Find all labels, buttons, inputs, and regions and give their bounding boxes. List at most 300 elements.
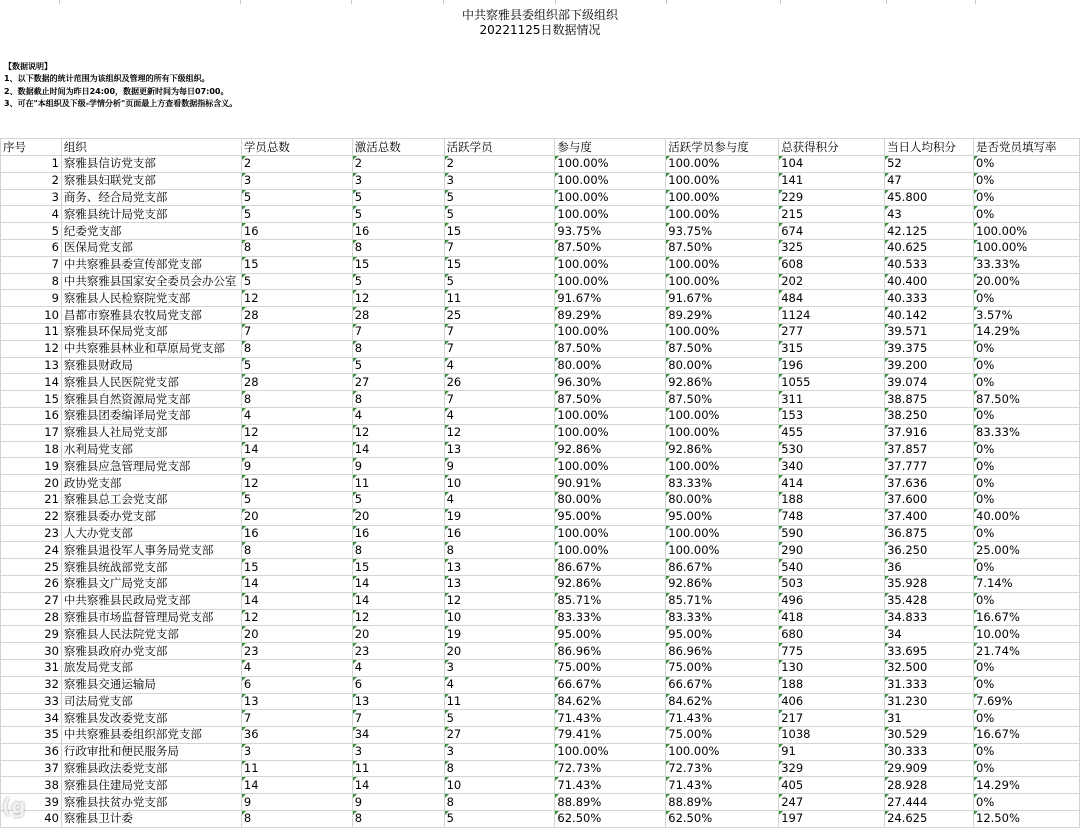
cell-index[interactable]: 37 (1, 760, 62, 777)
cell-member-fill-rate[interactable]: 87.50% (974, 391, 1080, 408)
cell-total-students[interactable]: 5 (241, 491, 352, 508)
cell-participation[interactable]: 100.00% (555, 206, 666, 223)
cell-activated[interactable]: 5 (352, 206, 444, 223)
cell-org[interactable]: 察雅县总工会党支部 (61, 491, 241, 508)
cell-org[interactable]: 察雅县信访党支部 (61, 156, 241, 173)
cell-participation[interactable]: 100.00% (555, 273, 666, 290)
cell-avg-points[interactable]: 38.250 (885, 407, 974, 424)
cell-avg-points[interactable]: 37.636 (885, 475, 974, 492)
cell-active[interactable]: 3 (444, 743, 555, 760)
cell-total-students[interactable]: 4 (241, 407, 352, 424)
cell-member-fill-rate[interactable]: 16.67% (974, 609, 1080, 626)
cell-member-fill-rate[interactable]: 0% (974, 743, 1080, 760)
cell-org[interactable]: 医保局党支部 (61, 239, 241, 256)
cell-active-participation[interactable]: 75.00% (666, 659, 779, 676)
cell-index[interactable]: 11 (1, 323, 62, 340)
cell-activated[interactable]: 2 (352, 156, 444, 173)
cell-participation[interactable]: 72.73% (555, 760, 666, 777)
cell-total-points[interactable]: 188 (779, 676, 885, 693)
cell-active[interactable]: 3 (444, 659, 555, 676)
cell-activated[interactable]: 7 (352, 710, 444, 727)
cell-avg-points[interactable]: 38.875 (885, 391, 974, 408)
cell-total-students[interactable]: 20 (241, 508, 352, 525)
cell-participation[interactable]: 71.43% (555, 777, 666, 794)
cell-active[interactable]: 27 (444, 727, 555, 744)
cell-member-fill-rate[interactable]: 0% (974, 290, 1080, 307)
cell-member-fill-rate[interactable]: 0% (974, 357, 1080, 374)
cell-org[interactable]: 察雅县人民检察院党支部 (61, 290, 241, 307)
cell-total-students[interactable]: 14 (241, 777, 352, 794)
cell-member-fill-rate[interactable]: 7.14% (974, 575, 1080, 592)
cell-activated[interactable]: 8 (352, 542, 444, 559)
cell-active-participation[interactable]: 87.50% (666, 340, 779, 357)
cell-active[interactable]: 7 (444, 340, 555, 357)
cell-index[interactable]: 20 (1, 475, 62, 492)
cell-org[interactable]: 察雅县团委编译局党支部 (61, 407, 241, 424)
cell-total-students[interactable]: 8 (241, 239, 352, 256)
cell-index[interactable]: 36 (1, 743, 62, 760)
cell-total-points[interactable]: 217 (779, 710, 885, 727)
cell-activated[interactable]: 9 (352, 458, 444, 475)
cell-active-participation[interactable]: 100.00% (666, 458, 779, 475)
cell-index[interactable]: 9 (1, 290, 62, 307)
cell-index[interactable]: 8 (1, 273, 62, 290)
cell-activated[interactable]: 11 (352, 475, 444, 492)
cell-total-points[interactable]: 496 (779, 592, 885, 609)
cell-active[interactable]: 7 (444, 323, 555, 340)
cell-activated[interactable]: 6 (352, 676, 444, 693)
cell-total-points[interactable]: 91 (779, 743, 885, 760)
cell-active[interactable]: 4 (444, 357, 555, 374)
cell-active[interactable]: 5 (444, 273, 555, 290)
cell-org[interactable]: 中共察雅县委组织部党支部 (61, 727, 241, 744)
cell-member-fill-rate[interactable]: 25.00% (974, 542, 1080, 559)
cell-org[interactable]: 纪委党支部 (61, 223, 241, 240)
cell-avg-points[interactable]: 34.833 (885, 609, 974, 626)
cell-participation[interactable]: 88.89% (555, 794, 666, 811)
cell-member-fill-rate[interactable]: 0% (974, 659, 1080, 676)
header-cell-participation[interactable]: 参与度 (555, 139, 666, 156)
cell-activated[interactable]: 4 (352, 659, 444, 676)
cell-total-students[interactable]: 14 (241, 592, 352, 609)
cell-member-fill-rate[interactable]: 12.50% (974, 811, 1080, 828)
cell-member-fill-rate[interactable]: 0% (974, 407, 1080, 424)
cell-activated[interactable]: 12 (352, 290, 444, 307)
cell-participation[interactable]: 100.00% (555, 189, 666, 206)
cell-avg-points[interactable]: 39.571 (885, 323, 974, 340)
cell-avg-points[interactable]: 37.600 (885, 491, 974, 508)
cell-total-points[interactable]: 277 (779, 323, 885, 340)
cell-total-points[interactable]: 503 (779, 575, 885, 592)
cell-active-participation[interactable]: 92.86% (666, 374, 779, 391)
cell-avg-points[interactable]: 27.444 (885, 794, 974, 811)
cell-index[interactable]: 6 (1, 239, 62, 256)
cell-total-points[interactable]: 130 (779, 659, 885, 676)
cell-participation[interactable]: 100.00% (555, 424, 666, 441)
cell-active[interactable]: 19 (444, 508, 555, 525)
cell-active-participation[interactable]: 89.29% (666, 307, 779, 324)
cell-org[interactable]: 察雅县退役军人事务局党支部 (61, 542, 241, 559)
cell-participation[interactable]: 87.50% (555, 391, 666, 408)
cell-active[interactable]: 7 (444, 239, 555, 256)
cell-total-students[interactable]: 20 (241, 626, 352, 643)
cell-activated[interactable]: 12 (352, 609, 444, 626)
cell-activated[interactable]: 28 (352, 307, 444, 324)
cell-total-students[interactable]: 28 (241, 374, 352, 391)
cell-avg-points[interactable]: 36.250 (885, 542, 974, 559)
cell-member-fill-rate[interactable]: 10.00% (974, 626, 1080, 643)
cell-total-points[interactable]: 202 (779, 273, 885, 290)
cell-index[interactable]: 22 (1, 508, 62, 525)
cell-member-fill-rate[interactable]: 3.57% (974, 307, 1080, 324)
cell-active-participation[interactable]: 80.00% (666, 357, 779, 374)
cell-member-fill-rate[interactable]: 0% (974, 189, 1080, 206)
cell-total-points[interactable]: 530 (779, 441, 885, 458)
cell-org[interactable]: 政协党支部 (61, 475, 241, 492)
cell-active-participation[interactable]: 83.33% (666, 475, 779, 492)
cell-total-students[interactable]: 13 (241, 693, 352, 710)
cell-avg-points[interactable]: 42.125 (885, 223, 974, 240)
cell-total-students[interactable]: 8 (241, 391, 352, 408)
cell-activated[interactable]: 8 (352, 340, 444, 357)
cell-activated[interactable]: 3 (352, 743, 444, 760)
cell-org[interactable]: 中共察雅县委宣传部党支部 (61, 256, 241, 273)
cell-total-students[interactable]: 7 (241, 323, 352, 340)
cell-active[interactable]: 26 (444, 374, 555, 391)
cell-avg-points[interactable]: 40.333 (885, 290, 974, 307)
cell-activated[interactable]: 5 (352, 357, 444, 374)
cell-total-points[interactable]: 418 (779, 609, 885, 626)
cell-participation[interactable]: 90.91% (555, 475, 666, 492)
cell-activated[interactable]: 13 (352, 693, 444, 710)
cell-member-fill-rate[interactable]: 0% (974, 760, 1080, 777)
cell-index[interactable]: 24 (1, 542, 62, 559)
cell-total-points[interactable]: 329 (779, 760, 885, 777)
cell-index[interactable]: 12 (1, 340, 62, 357)
cell-org[interactable]: 察雅县委办党支部 (61, 508, 241, 525)
cell-member-fill-rate[interactable]: 33.33% (974, 256, 1080, 273)
cell-total-points[interactable]: 405 (779, 777, 885, 794)
cell-org[interactable]: 察雅县交通运输局 (61, 676, 241, 693)
cell-active[interactable]: 13 (444, 559, 555, 576)
cell-active-participation[interactable]: 95.00% (666, 508, 779, 525)
cell-total-points[interactable]: 311 (779, 391, 885, 408)
cell-total-points[interactable]: 197 (779, 811, 885, 828)
cell-org[interactable]: 察雅县政府办党支部 (61, 643, 241, 660)
cell-active-participation[interactable]: 92.86% (666, 575, 779, 592)
cell-total-students[interactable]: 5 (241, 357, 352, 374)
cell-total-students[interactable]: 16 (241, 525, 352, 542)
cell-participation[interactable]: 84.62% (555, 693, 666, 710)
cell-total-students[interactable]: 8 (241, 542, 352, 559)
cell-active[interactable]: 5 (444, 189, 555, 206)
cell-total-points[interactable]: 608 (779, 256, 885, 273)
cell-active[interactable]: 20 (444, 643, 555, 660)
cell-index[interactable]: 31 (1, 659, 62, 676)
cell-total-students[interactable]: 5 (241, 273, 352, 290)
cell-total-points[interactable]: 340 (779, 458, 885, 475)
cell-avg-points[interactable]: 36 (885, 559, 974, 576)
cell-index[interactable]: 32 (1, 676, 62, 693)
cell-member-fill-rate[interactable]: 0% (974, 794, 1080, 811)
cell-index[interactable]: 35 (1, 727, 62, 744)
cell-total-students[interactable]: 12 (241, 290, 352, 307)
header-cell-member-fill-rate[interactable]: 是否党员填写率 (974, 139, 1080, 156)
cell-total-points[interactable]: 215 (779, 206, 885, 223)
cell-total-students[interactable]: 12 (241, 424, 352, 441)
cell-org[interactable]: 察雅县发改委党支部 (61, 710, 241, 727)
cell-org[interactable]: 察雅县人社局党支部 (61, 424, 241, 441)
cell-active[interactable]: 15 (444, 256, 555, 273)
cell-avg-points[interactable]: 47 (885, 172, 974, 189)
cell-active-participation[interactable]: 85.71% (666, 592, 779, 609)
cell-org[interactable]: 旅发局党支部 (61, 659, 241, 676)
cell-total-points[interactable]: 247 (779, 794, 885, 811)
cell-active[interactable]: 11 (444, 290, 555, 307)
cell-total-points[interactable]: 196 (779, 357, 885, 374)
cell-active[interactable]: 19 (444, 626, 555, 643)
cell-member-fill-rate[interactable]: 0% (974, 441, 1080, 458)
cell-total-points[interactable]: 1124 (779, 307, 885, 324)
cell-active-participation[interactable]: 72.73% (666, 760, 779, 777)
cell-participation[interactable]: 100.00% (555, 172, 666, 189)
cell-active[interactable]: 8 (444, 760, 555, 777)
cell-total-points[interactable]: 104 (779, 156, 885, 173)
cell-org[interactable]: 人大办党支部 (61, 525, 241, 542)
cell-index[interactable]: 4 (1, 206, 62, 223)
cell-total-students[interactable]: 5 (241, 206, 352, 223)
cell-active[interactable]: 10 (444, 475, 555, 492)
cell-avg-points[interactable]: 32.500 (885, 659, 974, 676)
cell-total-students[interactable]: 12 (241, 475, 352, 492)
cell-org[interactable]: 行政审批和便民服务局 (61, 743, 241, 760)
cell-avg-points[interactable]: 31.333 (885, 676, 974, 693)
cell-participation[interactable]: 80.00% (555, 357, 666, 374)
cell-total-students[interactable]: 14 (241, 575, 352, 592)
cell-total-points[interactable]: 748 (779, 508, 885, 525)
cell-active-participation[interactable]: 80.00% (666, 491, 779, 508)
cell-total-students[interactable]: 6 (241, 676, 352, 693)
cell-active[interactable]: 10 (444, 609, 555, 626)
cell-avg-points[interactable]: 37.400 (885, 508, 974, 525)
cell-index[interactable]: 27 (1, 592, 62, 609)
cell-member-fill-rate[interactable]: 0% (974, 559, 1080, 576)
cell-member-fill-rate[interactable]: 0% (974, 676, 1080, 693)
cell-activated[interactable]: 5 (352, 189, 444, 206)
cell-org[interactable]: 昌都市察雅县农牧局党支部 (61, 307, 241, 324)
cell-index[interactable]: 15 (1, 391, 62, 408)
cell-avg-points[interactable]: 40.625 (885, 239, 974, 256)
header-cell-total-students[interactable]: 学员总数 (241, 139, 352, 156)
cell-total-points[interactable]: 315 (779, 340, 885, 357)
cell-total-students[interactable]: 4 (241, 659, 352, 676)
cell-index[interactable]: 13 (1, 357, 62, 374)
cell-org[interactable]: 察雅县市场监督管理局党支部 (61, 609, 241, 626)
cell-participation[interactable]: 86.67% (555, 559, 666, 576)
cell-activated[interactable]: 27 (352, 374, 444, 391)
cell-activated[interactable]: 20 (352, 508, 444, 525)
cell-total-points[interactable]: 188 (779, 491, 885, 508)
cell-total-students[interactable]: 16 (241, 223, 352, 240)
cell-avg-points[interactable]: 30.529 (885, 727, 974, 744)
cell-participation[interactable]: 100.00% (555, 407, 666, 424)
cell-active-participation[interactable]: 100.00% (666, 156, 779, 173)
cell-participation[interactable]: 87.50% (555, 239, 666, 256)
cell-avg-points[interactable]: 52 (885, 156, 974, 173)
cell-active[interactable]: 13 (444, 441, 555, 458)
cell-active-participation[interactable]: 87.50% (666, 391, 779, 408)
cell-participation[interactable]: 62.50% (555, 811, 666, 828)
cell-active[interactable]: 4 (444, 676, 555, 693)
cell-member-fill-rate[interactable]: 20.00% (974, 273, 1080, 290)
cell-activated[interactable]: 11 (352, 760, 444, 777)
cell-member-fill-rate[interactable]: 0% (974, 374, 1080, 391)
cell-activated[interactable]: 8 (352, 239, 444, 256)
cell-total-students[interactable]: 9 (241, 794, 352, 811)
cell-total-points[interactable]: 680 (779, 626, 885, 643)
cell-active[interactable]: 5 (444, 811, 555, 828)
cell-total-points[interactable]: 406 (779, 693, 885, 710)
cell-avg-points[interactable]: 40.142 (885, 307, 974, 324)
cell-activated[interactable]: 5 (352, 273, 444, 290)
cell-active-participation[interactable]: 87.50% (666, 239, 779, 256)
cell-active[interactable]: 5 (444, 710, 555, 727)
cell-total-points[interactable]: 590 (779, 525, 885, 542)
cell-avg-points[interactable]: 31.230 (885, 693, 974, 710)
cell-participation[interactable]: 100.00% (555, 542, 666, 559)
cell-index[interactable]: 1 (1, 156, 62, 173)
cell-member-fill-rate[interactable]: 100.00% (974, 223, 1080, 240)
cell-participation[interactable]: 86.96% (555, 643, 666, 660)
cell-total-students[interactable]: 28 (241, 307, 352, 324)
cell-active[interactable]: 7 (444, 391, 555, 408)
cell-member-fill-rate[interactable]: 14.29% (974, 777, 1080, 794)
cell-member-fill-rate[interactable]: 0% (974, 458, 1080, 475)
cell-total-students[interactable]: 8 (241, 811, 352, 828)
cell-org[interactable]: 察雅县财政局 (61, 357, 241, 374)
cell-org[interactable]: 察雅县政法委党支部 (61, 760, 241, 777)
cell-total-points[interactable]: 484 (779, 290, 885, 307)
cell-active-participation[interactable]: 100.00% (666, 525, 779, 542)
cell-member-fill-rate[interactable]: 100.00% (974, 239, 1080, 256)
cell-avg-points[interactable]: 37.916 (885, 424, 974, 441)
cell-activated[interactable]: 3 (352, 172, 444, 189)
cell-active[interactable]: 11 (444, 693, 555, 710)
cell-participation[interactable]: 87.50% (555, 340, 666, 357)
cell-avg-points[interactable]: 35.428 (885, 592, 974, 609)
cell-member-fill-rate[interactable]: 21.74% (974, 643, 1080, 660)
cell-active-participation[interactable]: 93.75% (666, 223, 779, 240)
cell-total-students[interactable]: 9 (241, 458, 352, 475)
cell-index[interactable]: 3 (1, 189, 62, 206)
cell-active-participation[interactable]: 100.00% (666, 407, 779, 424)
cell-index[interactable]: 34 (1, 710, 62, 727)
cell-total-points[interactable]: 540 (779, 559, 885, 576)
cell-index[interactable]: 7 (1, 256, 62, 273)
cell-participation[interactable]: 83.33% (555, 609, 666, 626)
header-cell-avg-points[interactable]: 当日人均积分 (885, 139, 974, 156)
cell-total-points[interactable]: 153 (779, 407, 885, 424)
cell-member-fill-rate[interactable]: 0% (974, 340, 1080, 357)
cell-index[interactable]: 29 (1, 626, 62, 643)
cell-activated[interactable]: 20 (352, 626, 444, 643)
cell-avg-points[interactable]: 29.909 (885, 760, 974, 777)
header-cell-index[interactable]: 序号 (1, 139, 62, 156)
cell-member-fill-rate[interactable]: 0% (974, 172, 1080, 189)
cell-activated[interactable]: 9 (352, 794, 444, 811)
cell-activated[interactable]: 14 (352, 575, 444, 592)
cell-activated[interactable]: 14 (352, 777, 444, 794)
cell-member-fill-rate[interactable]: 0% (974, 156, 1080, 173)
cell-active[interactable]: 9 (444, 458, 555, 475)
cell-active[interactable]: 5 (444, 206, 555, 223)
cell-participation[interactable]: 79.41% (555, 727, 666, 744)
cell-index[interactable]: 17 (1, 424, 62, 441)
cell-active-participation[interactable]: 86.96% (666, 643, 779, 660)
cell-active-participation[interactable]: 71.43% (666, 777, 779, 794)
cell-avg-points[interactable]: 37.857 (885, 441, 974, 458)
cell-activated[interactable]: 5 (352, 491, 444, 508)
cell-total-points[interactable]: 775 (779, 643, 885, 660)
cell-org[interactable]: 察雅县卫计委 (61, 811, 241, 828)
cell-total-points[interactable]: 1038 (779, 727, 885, 744)
cell-active-participation[interactable]: 66.67% (666, 676, 779, 693)
cell-active-participation[interactable]: 100.00% (666, 424, 779, 441)
cell-active[interactable]: 3 (444, 172, 555, 189)
cell-index[interactable]: 28 (1, 609, 62, 626)
cell-total-points[interactable]: 141 (779, 172, 885, 189)
cell-active[interactable]: 4 (444, 491, 555, 508)
cell-org[interactable]: 中共察雅县民政局党支部 (61, 592, 241, 609)
cell-activated[interactable]: 16 (352, 223, 444, 240)
cell-org[interactable]: 察雅县统战部党支部 (61, 559, 241, 576)
cell-active-participation[interactable]: 100.00% (666, 542, 779, 559)
cell-active[interactable]: 13 (444, 575, 555, 592)
cell-org[interactable]: 察雅县自然资源局党支部 (61, 391, 241, 408)
cell-participation[interactable]: 92.86% (555, 441, 666, 458)
cell-avg-points[interactable]: 40.533 (885, 256, 974, 273)
cell-total-points[interactable]: 229 (779, 189, 885, 206)
cell-active[interactable]: 12 (444, 592, 555, 609)
cell-activated[interactable]: 23 (352, 643, 444, 660)
cell-activated[interactable]: 15 (352, 256, 444, 273)
cell-activated[interactable]: 8 (352, 811, 444, 828)
cell-participation[interactable]: 92.86% (555, 575, 666, 592)
cell-activated[interactable]: 8 (352, 391, 444, 408)
cell-active[interactable]: 10 (444, 777, 555, 794)
cell-participation[interactable]: 66.67% (555, 676, 666, 693)
cell-active[interactable]: 2 (444, 156, 555, 173)
cell-org[interactable]: 察雅县环保局党支部 (61, 323, 241, 340)
cell-member-fill-rate[interactable]: 0% (974, 475, 1080, 492)
cell-total-points[interactable]: 325 (779, 239, 885, 256)
cell-participation[interactable]: 96.30% (555, 374, 666, 391)
cell-member-fill-rate[interactable]: 40.00% (974, 508, 1080, 525)
cell-avg-points[interactable]: 33.695 (885, 643, 974, 660)
cell-total-students[interactable]: 36 (241, 727, 352, 744)
cell-member-fill-rate[interactable]: 16.67% (974, 727, 1080, 744)
cell-org[interactable]: 察雅县应急管理局党支部 (61, 458, 241, 475)
cell-avg-points[interactable]: 43 (885, 206, 974, 223)
cell-participation[interactable]: 75.00% (555, 659, 666, 676)
cell-total-points[interactable]: 455 (779, 424, 885, 441)
cell-org[interactable]: 察雅县统计局党支部 (61, 206, 241, 223)
cell-avg-points[interactable]: 31 (885, 710, 974, 727)
header-cell-activated[interactable]: 激活总数 (352, 139, 444, 156)
header-cell-active[interactable]: 活跃学员 (444, 139, 555, 156)
cell-index[interactable]: 14 (1, 374, 62, 391)
cell-total-students[interactable]: 23 (241, 643, 352, 660)
